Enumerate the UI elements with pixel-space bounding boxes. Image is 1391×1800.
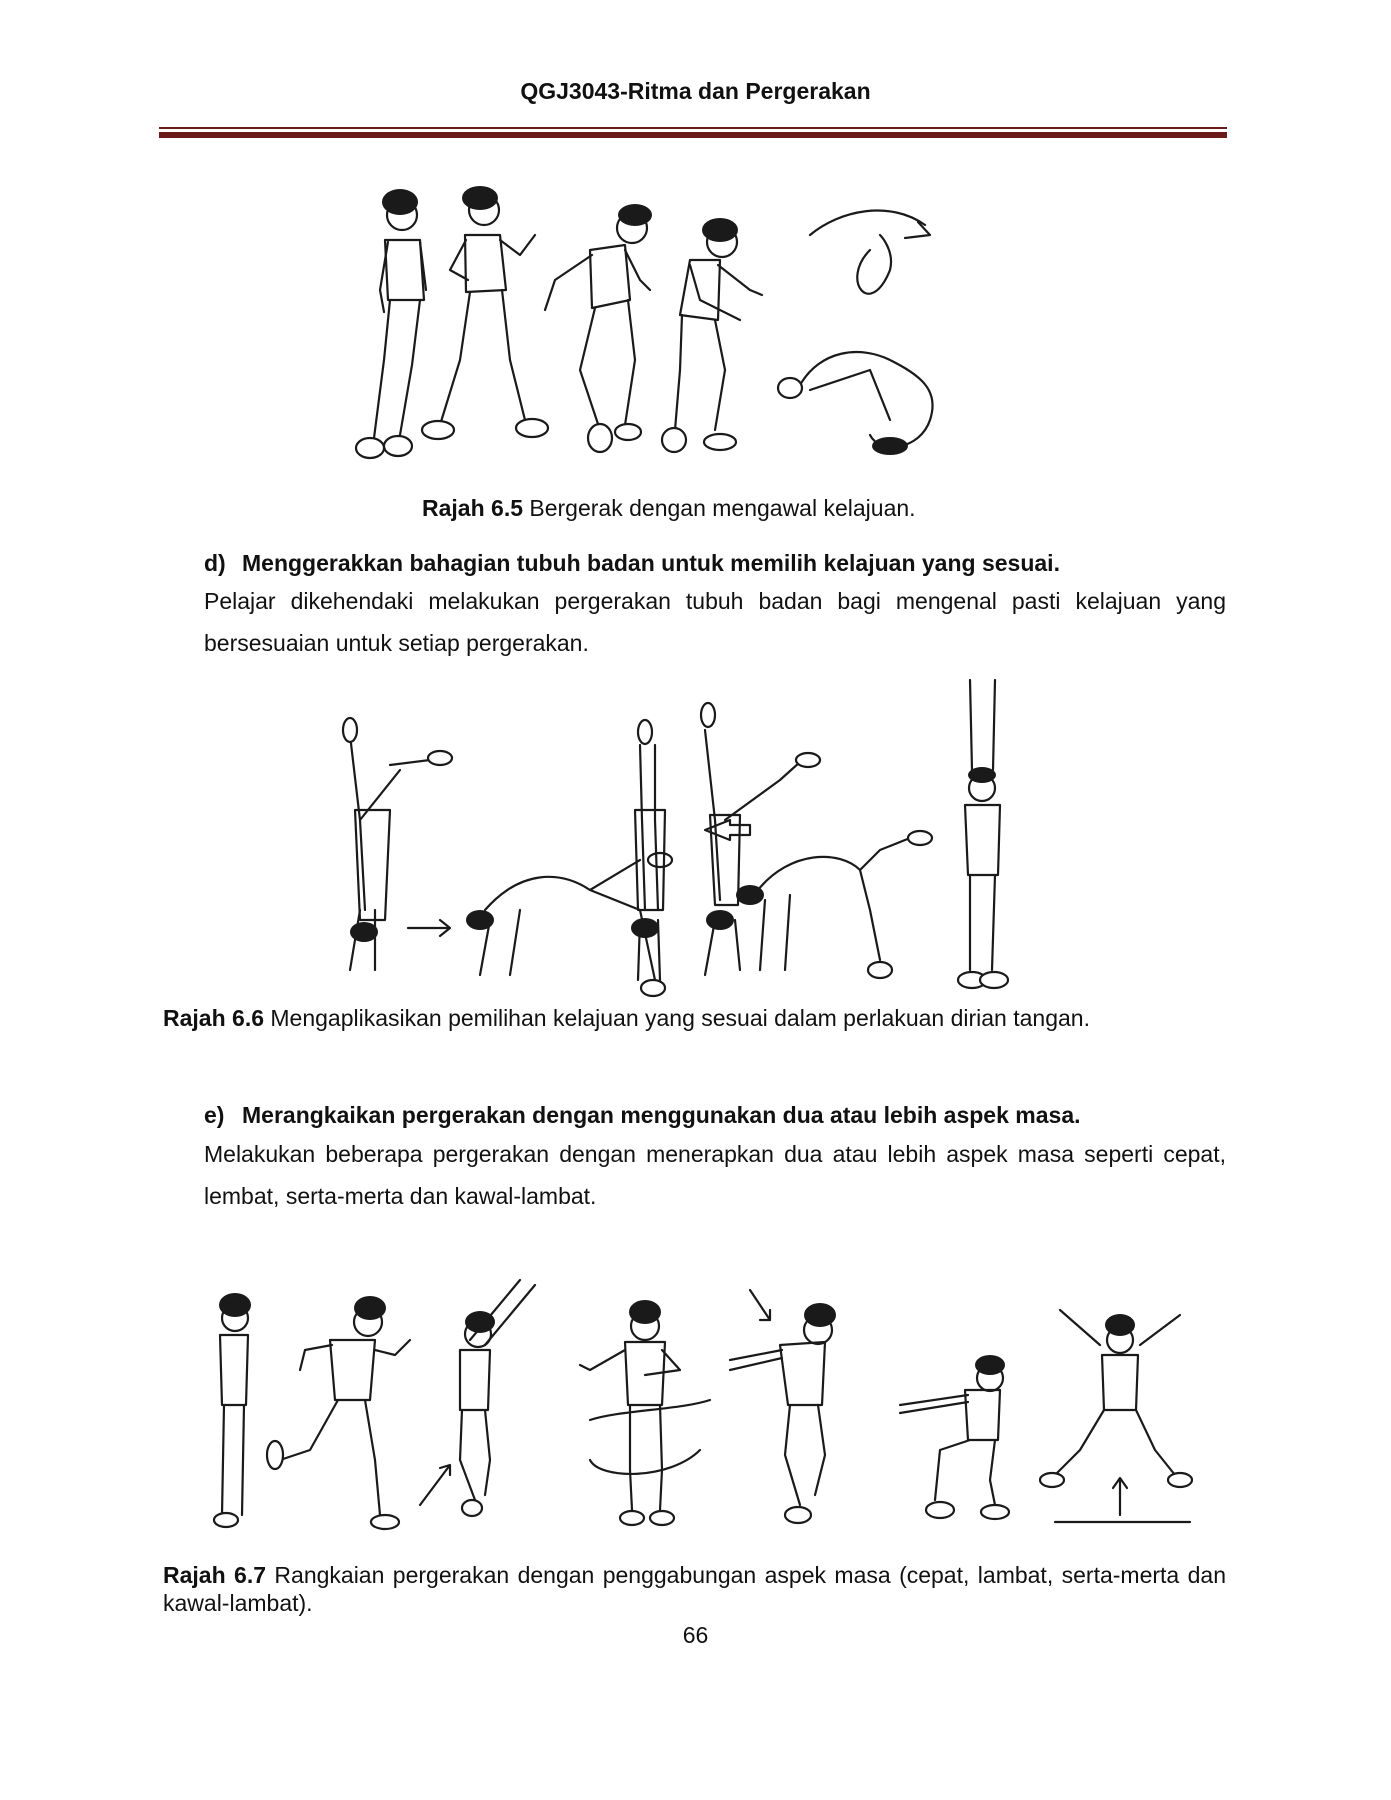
boy-jumping-figure — [420, 1280, 535, 1516]
figure-6-5-text: Bergerak dengan mengawal kelajuan. — [523, 495, 916, 521]
boy-bending-figure — [662, 218, 762, 452]
figure-6-5-caption — [422, 494, 916, 522]
boy-walking-figure — [422, 186, 548, 439]
bridge-left-figure — [736, 831, 932, 978]
boy-squatting-figure — [900, 1355, 1009, 1519]
header-rule-thick — [159, 132, 1227, 138]
figure-6-6-label: Rajah 6.6 — [163, 1005, 264, 1031]
arms-raised-figure — [958, 680, 1008, 988]
boy-crouching-figure — [545, 204, 652, 452]
section-d-number: d) — [204, 550, 226, 576]
arrow-up-icon — [1113, 1478, 1127, 1515]
section-e-body: Melakukan beberapa pergerakan dengan menerapkan dua atau lebih aspek masa seperti cepat, lembat, serta-merta dan kawal-lambat. — [204, 1141, 1226, 1209]
figure-6-7-illustration — [200, 1270, 1200, 1540]
handstand-straight-figure — [631, 720, 665, 980]
handstand-split-figure — [701, 703, 820, 975]
boy-rolling-figure — [778, 211, 933, 455]
section-e-title: Merangkaikan pergerakan dengan menggunakan dua atau lebih aspek masa. — [242, 1102, 1081, 1128]
boy-standing-figure — [356, 189, 426, 458]
running-header: QGJ3043-Ritma dan Pergerakan — [520, 78, 871, 104]
boy-standing-figure — [214, 1293, 251, 1527]
boy-running-figure — [267, 1296, 410, 1529]
figure-6-7-caption — [163, 1561, 1226, 1617]
section-d-body: Pelajar dikehendaki melakukan pergerakan tubuh badan bagi mengenal pasti kelajuan yang bersesuaian untuk setiap pergerakan. — [204, 588, 1226, 656]
boy-forward-lean-figure — [730, 1290, 836, 1523]
figure-6-5-label: Rajah 6.5 — [422, 495, 523, 521]
figure-6-7-text: Rangkaian pergerakan dengan penggabungan aspek masa (cepat, lambat, serta-merta dan kawal-lambat). — [163, 1562, 1226, 1616]
figure-6-7-label: Rajah 6.7 — [163, 1562, 267, 1588]
header-rule-thin — [159, 127, 1227, 129]
figure-6-6-caption — [163, 1004, 1090, 1032]
figure-6-6-text: Mengaplikasikan pemilihan kelajuan yang sesuai dalam perlakuan dirian tangan. — [264, 1005, 1090, 1031]
boy-star-jump-figure — [1040, 1310, 1192, 1522]
section-d-title: Menggerakkan bahagian tubuh badan untuk memilih kelajuan yang sesuai. — [242, 550, 1060, 576]
page-number: 66 — [682, 1622, 709, 1648]
arrow-up-icon — [420, 1465, 450, 1505]
figure-6-5-illustration — [340, 180, 1100, 480]
boy-twisting-figure — [580, 1300, 710, 1525]
section-e-number: e) — [204, 1102, 225, 1128]
figure-6-6-illustration — [330, 670, 1100, 1000]
section-e-heading — [204, 1102, 1081, 1129]
handstand-kick-figure — [343, 718, 452, 970]
section-d-heading — [204, 550, 1060, 577]
arrow-right-icon — [408, 920, 450, 936]
